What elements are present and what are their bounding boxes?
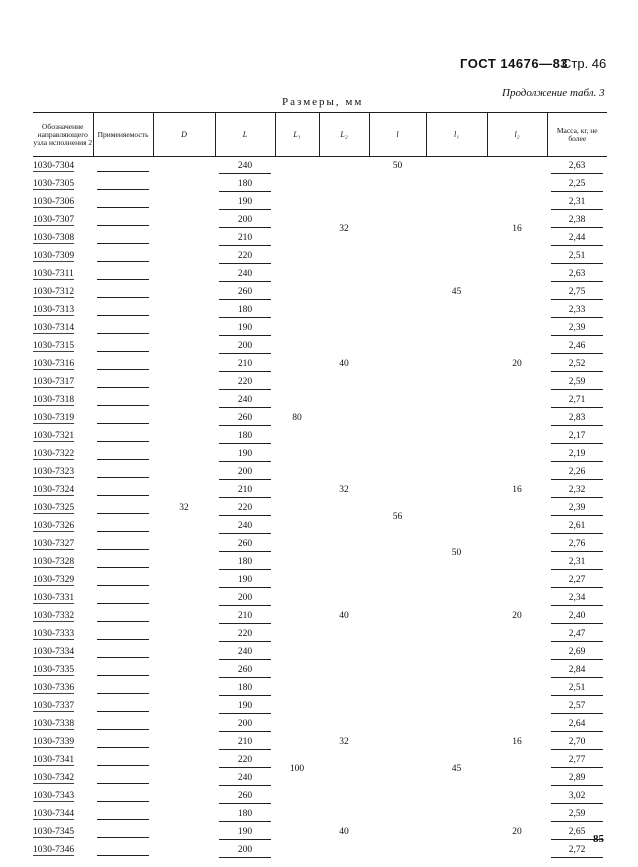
L-cell: 210	[215, 229, 275, 247]
mass-cell: 2,25	[547, 175, 607, 193]
mass-cell: 2,51	[547, 247, 607, 265]
L-cell: 200	[215, 715, 275, 733]
application-cell	[93, 769, 153, 787]
application-cell	[93, 697, 153, 715]
col-mass: Масса, кг, не более	[547, 113, 607, 157]
L-cell: 240	[215, 643, 275, 661]
mass-cell: 2,39	[547, 499, 607, 517]
l1-cell: 50	[451, 548, 462, 558]
L1-cell: 80	[292, 413, 302, 423]
L-cell: 210	[215, 733, 275, 751]
L-cell: 220	[215, 499, 275, 517]
mass-cell: 2,40	[547, 607, 607, 625]
mass-cell: 2,89	[547, 769, 607, 787]
table-row	[33, 553, 607, 571]
L-cell: 260	[215, 661, 275, 679]
L-cell: 190	[215, 193, 275, 211]
L-cell: 190	[215, 571, 275, 589]
designation-cell: 1030-7306	[33, 197, 75, 207]
designation-cell: 1030-7332	[33, 611, 75, 621]
designation-cell: 1030-7337	[33, 701, 75, 711]
mass-cell: 2,51	[547, 679, 607, 697]
L-cell: 210	[215, 355, 275, 373]
mass-cell: 2,47	[547, 625, 607, 643]
designation-cell: 1030-7334	[33, 647, 75, 657]
L-cell: 220	[215, 625, 275, 643]
designation-cell: 1030-7308	[33, 233, 75, 243]
mass-cell: 2,59	[547, 373, 607, 391]
table-row	[33, 805, 607, 823]
l1-cell: 45	[451, 287, 462, 297]
application-cell	[93, 733, 153, 751]
application-cell	[93, 751, 153, 769]
continuation-note: Продолжение табл. 3	[502, 87, 605, 99]
designation-cell: 1030-7345	[33, 827, 75, 837]
mass-cell: 2,57	[547, 697, 607, 715]
designation-cell: 1030-7341	[33, 755, 75, 765]
mass-cell: 2,27	[547, 571, 607, 589]
L2-cell: 40	[339, 611, 349, 621]
designation-cell: 1030-7321	[33, 431, 75, 441]
designation-cell: 1030-7307	[33, 215, 75, 225]
table-row	[33, 157, 607, 176]
standard-number: ГОСТ 14676—83	[460, 56, 569, 71]
designation-cell: 1030-7339	[33, 737, 75, 747]
L-cell: 180	[215, 427, 275, 445]
designation-cell: 1030-7346	[33, 845, 75, 855]
application-cell	[93, 355, 153, 373]
designation-cell: 1030-7336	[33, 683, 75, 693]
L-cell: 260	[215, 535, 275, 553]
mass-cell: 2,70	[547, 733, 607, 751]
application-cell	[93, 193, 153, 211]
mass-cell: 2,31	[547, 553, 607, 571]
mass-cell: 2,17	[547, 427, 607, 445]
l2-cell: 16	[512, 485, 522, 495]
designation-cell: 1030-7328	[33, 557, 75, 567]
col-D: D	[153, 113, 215, 157]
col-l: l	[369, 113, 426, 157]
designation-cell: 1030-7304	[33, 161, 75, 171]
designation-cell: 1030-7314	[33, 323, 75, 333]
l1-cell: 45	[451, 764, 462, 774]
L2-cell: 32	[339, 485, 349, 495]
mass-cell: 3,02	[547, 787, 607, 805]
application-cell	[93, 265, 153, 283]
L-cell: 200	[215, 463, 275, 481]
col-designation: Обозначение направляющего узла исполнения 2	[33, 113, 93, 157]
col-l1: l₁	[426, 113, 487, 157]
L-cell: 240	[215, 157, 275, 176]
designation-cell: 1030-7319	[33, 413, 75, 423]
L-cell: 200	[215, 841, 275, 859]
application-cell	[93, 373, 153, 391]
L2-cell: 40	[339, 827, 349, 837]
application-cell	[93, 319, 153, 337]
application-cell	[93, 553, 153, 571]
designation-cell: 1030-7331	[33, 593, 75, 603]
application-cell	[93, 229, 153, 247]
application-cell	[93, 247, 153, 265]
D-cell: 32	[179, 503, 189, 513]
mass-cell: 2,69	[547, 643, 607, 661]
table-row	[33, 679, 607, 697]
mass-cell: 2,34	[547, 589, 607, 607]
mass-cell: 2,32	[547, 481, 607, 499]
table-row	[33, 427, 607, 445]
application-cell	[93, 175, 153, 193]
mass-cell: 2,75	[547, 283, 607, 301]
mass-cell: 2,64	[547, 715, 607, 733]
mass-cell: 2,39	[547, 319, 607, 337]
mass-cell: 2,31	[547, 193, 607, 211]
application-cell	[93, 427, 153, 445]
mass-cell: 2,77	[547, 751, 607, 769]
application-cell	[93, 301, 153, 319]
designation-cell: 1030-7333	[33, 629, 75, 639]
L-cell: 180	[215, 175, 275, 193]
L-cell: 260	[215, 787, 275, 805]
L-cell: 240	[215, 265, 275, 283]
L-cell: 180	[215, 805, 275, 823]
designation-cell: 1030-7329	[33, 575, 75, 585]
application-cell	[93, 787, 153, 805]
L-cell: 220	[215, 373, 275, 391]
l2-cell: 20	[512, 359, 522, 369]
designation-cell: 1030-7323	[33, 467, 75, 477]
designation-cell: 1030-7338	[33, 719, 75, 729]
col-L1: L₁	[275, 113, 319, 157]
application-cell	[93, 499, 153, 517]
l2-cell: 20	[512, 827, 522, 837]
mass-cell: 2,76	[547, 535, 607, 553]
page-number: 85	[593, 833, 604, 845]
L-cell: 200	[215, 211, 275, 229]
mass-cell: 2,33	[547, 301, 607, 319]
designation-cell: 1030-7312	[33, 287, 75, 297]
L2-cell: 32	[339, 737, 349, 747]
designation-cell: 1030-7313	[33, 305, 75, 315]
designation-cell: 1030-7327	[33, 539, 75, 549]
designation-cell: 1030-7343	[33, 791, 75, 801]
designation-cell: 1030-7309	[33, 251, 75, 261]
mass-cell: 2,26	[547, 463, 607, 481]
mass-cell: 2,61	[547, 517, 607, 535]
application-cell	[93, 157, 153, 176]
designation-cell: 1030-7305	[33, 179, 75, 189]
L-cell: 260	[215, 409, 275, 427]
application-cell	[93, 625, 153, 643]
application-cell	[93, 589, 153, 607]
designation-cell: 1030-7325	[33, 503, 75, 513]
application-cell	[93, 679, 153, 697]
mass-cell: 2,65	[547, 823, 607, 841]
L-cell: 210	[215, 481, 275, 499]
col-application: Применяемость	[93, 113, 153, 157]
mass-cell: 2,52	[547, 355, 607, 373]
L-cell: 240	[215, 517, 275, 535]
application-cell	[93, 517, 153, 535]
mass-cell: 2,59	[547, 805, 607, 823]
L-cell: 210	[215, 607, 275, 625]
l2-cell: 16	[512, 224, 522, 234]
designation-cell: 1030-7317	[33, 377, 75, 387]
l-cell: 50	[392, 161, 403, 171]
dimensions-table	[33, 112, 607, 859]
L2-cell: 40	[339, 359, 349, 369]
designation-cell: 1030-7322	[33, 449, 75, 459]
L-cell: 190	[215, 445, 275, 463]
l-cell: 56	[392, 512, 403, 522]
designation-cell: 1030-7344	[33, 809, 75, 819]
mass-cell: 2,46	[547, 337, 607, 355]
application-cell	[93, 571, 153, 589]
table-row	[33, 301, 607, 319]
col-L: L	[215, 113, 275, 157]
L-cell: 260	[215, 283, 275, 301]
designation-cell: 1030-7311	[33, 269, 74, 279]
col-L2: L₂	[319, 113, 369, 157]
L2-cell: 32	[339, 224, 349, 234]
L-cell: 240	[215, 391, 275, 409]
dimensions-caption: Размеры, мм	[282, 96, 364, 108]
application-cell	[93, 391, 153, 409]
col-l2: l₂	[487, 113, 547, 157]
L-cell: 220	[215, 751, 275, 769]
application-cell	[93, 283, 153, 301]
L-cell: 190	[215, 319, 275, 337]
application-cell	[93, 463, 153, 481]
application-cell	[93, 715, 153, 733]
application-cell	[93, 481, 153, 499]
L1-cell: 100	[289, 764, 305, 774]
mass-cell: 2,63	[547, 157, 607, 176]
application-cell	[93, 445, 153, 463]
l2-cell: 20	[512, 611, 522, 621]
application-cell	[93, 841, 153, 859]
designation-cell: 1030-7318	[33, 395, 75, 405]
designation-cell: 1030-7316	[33, 359, 75, 369]
L-cell: 180	[215, 553, 275, 571]
mass-cell: 2,44	[547, 229, 607, 247]
l2-cell: 16	[512, 737, 522, 747]
mass-cell: 2,19	[547, 445, 607, 463]
designation-cell: 1030-7326	[33, 521, 75, 531]
mass-cell: 2,63	[547, 265, 607, 283]
application-cell	[93, 337, 153, 355]
application-cell	[93, 823, 153, 841]
application-cell	[93, 409, 153, 427]
designation-cell: 1030-7324	[33, 485, 75, 495]
mass-cell: 2,38	[547, 211, 607, 229]
mass-cell: 2,83	[547, 409, 607, 427]
L-cell: 200	[215, 337, 275, 355]
L-cell: 180	[215, 679, 275, 697]
L-cell: 220	[215, 247, 275, 265]
L-cell: 200	[215, 589, 275, 607]
application-cell	[93, 211, 153, 229]
mass-cell: 2,72	[547, 841, 607, 859]
L-cell: 190	[215, 823, 275, 841]
L-cell: 190	[215, 697, 275, 715]
designation-cell: 1030-7342	[33, 773, 75, 783]
application-cell	[93, 535, 153, 553]
page-label: Стр. 46	[562, 56, 607, 71]
L-cell: 240	[215, 769, 275, 787]
mass-cell: 2,71	[547, 391, 607, 409]
application-cell	[93, 607, 153, 625]
L-cell: 180	[215, 301, 275, 319]
mass-cell: 2,84	[547, 661, 607, 679]
application-cell	[93, 805, 153, 823]
application-cell	[93, 661, 153, 679]
designation-cell: 1030-7315	[33, 341, 75, 351]
application-cell	[93, 643, 153, 661]
designation-cell: 1030-7335	[33, 665, 75, 675]
